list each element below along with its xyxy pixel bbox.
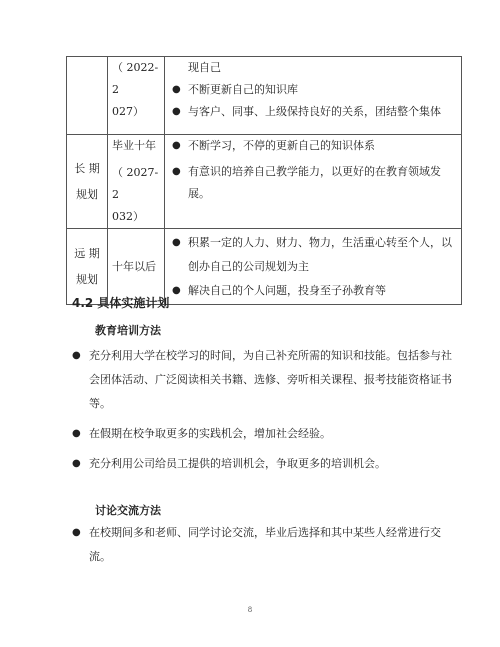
subsection-heading: 讨论交流方法 bbox=[95, 504, 161, 517]
bullet-icon: ● bbox=[172, 285, 181, 296]
table-row bbox=[67, 135, 462, 229]
goal-text: 现自己 bbox=[188, 61, 221, 74]
bullet-icon: ● bbox=[172, 237, 181, 248]
bullet-icon: ● bbox=[72, 350, 81, 361]
bullet-icon: ● bbox=[172, 166, 181, 177]
period-line: 毕业十年 bbox=[112, 139, 156, 152]
goal-text: 积累一定的人力、财力、物力，生活重心转至个人，以创办自己的公司规划为主 bbox=[188, 236, 452, 273]
term-label: 远 期 规划 bbox=[74, 246, 100, 286]
goal-item bbox=[169, 135, 457, 157]
list-item-text: 在校期间多和老师、同学讨论交流，毕业后选择和其中某些人经常进行交流。 bbox=[89, 526, 441, 563]
table-cell-period bbox=[108, 135, 165, 229]
goal-item bbox=[169, 79, 457, 101]
list-item bbox=[72, 521, 452, 569]
list-item-text: 充分利用公司给员工提供的培训机会，争取更多的培训机会。 bbox=[89, 457, 386, 470]
table-cell-goals bbox=[165, 57, 462, 135]
bullet-icon: ● bbox=[172, 140, 181, 151]
list-item-text: 充分利用大学在校学习的时间，为自己补充所需的知识和技能。包括参与社会团体活动、广泛阅读相关书籍、选修、旁听相关课程、报考技能资格证书等。 bbox=[89, 349, 452, 410]
section-heading: 4.2 具体实施计划 bbox=[72, 296, 170, 310]
goal-text: 不断更新自己的知识库 bbox=[188, 83, 298, 96]
table-cell-term bbox=[67, 135, 108, 229]
goal-item bbox=[169, 279, 457, 303]
period-line: （ 2027-2 bbox=[112, 166, 159, 201]
goal-item bbox=[169, 231, 457, 279]
table-cell-goals bbox=[165, 229, 462, 305]
bullet-icon: ● bbox=[72, 428, 81, 439]
table-cell-goals bbox=[165, 135, 462, 229]
table-cell-term bbox=[67, 57, 108, 135]
page-number: 8 bbox=[247, 606, 253, 614]
list-item bbox=[72, 422, 452, 446]
period-line: 十年以后 bbox=[112, 259, 156, 273]
period-line: 027） bbox=[112, 105, 144, 118]
training-methods-list bbox=[72, 344, 452, 476]
list-item-text: 在假期在校争取更多的实践机会，增加社会经验。 bbox=[89, 427, 331, 440]
table-row bbox=[67, 57, 462, 135]
bullet-icon: ● bbox=[172, 84, 181, 95]
goal-text: 与客户、同事、上级保持良好的关系，团结整个集体 bbox=[188, 105, 441, 118]
bullet-icon: ● bbox=[72, 458, 81, 469]
table-cell-period bbox=[108, 57, 165, 135]
bullet-icon: ● bbox=[172, 106, 181, 117]
list-item bbox=[72, 452, 452, 476]
period-line: 032） bbox=[112, 210, 144, 223]
period-line: （ 2022-2 bbox=[112, 61, 159, 96]
subsection-heading: 教育培训方法 bbox=[95, 324, 161, 337]
goal-item bbox=[169, 161, 457, 205]
goal-item bbox=[169, 101, 457, 123]
goal-text: 不断学习，不停的更新自己的知识体系 bbox=[188, 139, 375, 152]
bullet-icon: ● bbox=[72, 527, 81, 538]
goal-text: 解决自己的个人问题，投身至子孙教育等 bbox=[188, 284, 386, 297]
list-item bbox=[72, 344, 452, 416]
career-plan-table bbox=[66, 56, 462, 305]
goal-text: 有意识的培养自己教学能力，以更好的在教育领域发展。 bbox=[188, 165, 441, 200]
term-label: 长 期 规划 bbox=[74, 161, 100, 201]
discussion-methods-list bbox=[72, 521, 452, 569]
